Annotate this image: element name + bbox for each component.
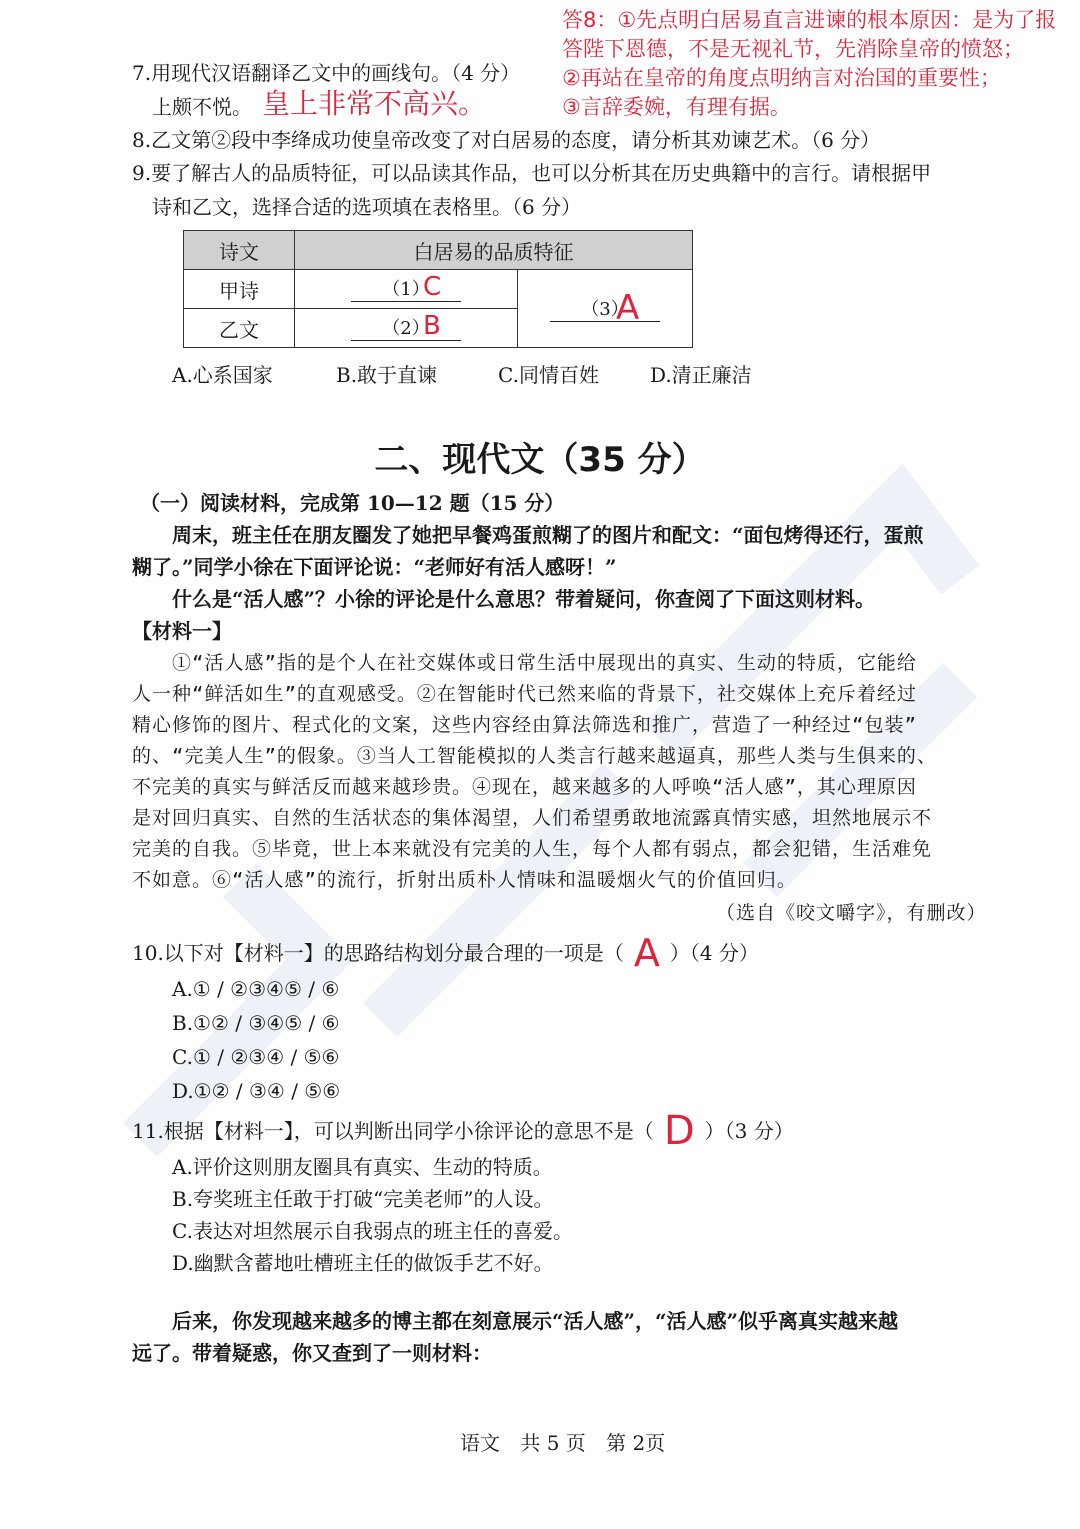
q9-text: 9.要了解古人的品质特征，可以品读其作品，也可以分析其在历史典籍中的言行。请根据甲 <box>132 161 932 185</box>
q11-option: A.评价这则朋友圈具有真实、生动的特质。 <box>172 1155 553 1179</box>
table-row-label: 乙文 <box>184 309 295 348</box>
q10-option: D.①② / ③④ / ⑤⑥ <box>172 1079 341 1103</box>
material-line: ①“活人感”指的是个人在社交媒体或日常生活中展现出的真实、生动的特质，它能给 <box>172 652 917 674</box>
material-line: 的、“完美人生”的假象。③当人工智能模拟的人类言行越来越逼真，那些人类与生俱来的、 <box>132 745 937 767</box>
q9-option: B.敢于直谏 <box>336 363 438 387</box>
q9-handwritten-answer: C <box>423 272 442 302</box>
material-line: 不如意。⑥“活人感”的流行，折射出质朴人情味和温暖烟火气的价值回归。 <box>132 869 797 891</box>
q11-option: C.表达对坦然展示自我弱点的班主任的喜爱。 <box>172 1219 573 1243</box>
material-line: 精心修饰的图片、程式化的文案，这些内容经由算法筛选和推广，营造了一种经过“包装” <box>132 714 917 736</box>
q8-handwritten-answer <box>562 6 1056 122</box>
page-footer <box>460 1430 665 1456</box>
table-header: 诗文 <box>184 231 295 270</box>
part-heading: （一）阅读材料，完成第 10—12 题（15 分） <box>140 491 565 515</box>
q10-question: 10.以下对【材料一】的思路结构划分最合理的一项是（ <box>132 941 624 965</box>
material-line: 不完美的真实与鲜活反而越来越珍贵。④现在，越来越多的人呼唤“活人感”，其心理原因 <box>132 776 917 798</box>
table-row <box>184 270 693 309</box>
fill-blank[interactable]: （1） <box>351 279 461 302</box>
footer-subject: 语文 <box>460 1431 500 1455</box>
q8-answer-line: ③言辞委婉，有理有据。 <box>562 95 791 119</box>
table-cell <box>295 309 518 348</box>
table-cell <box>295 270 518 309</box>
table-row-label: 甲诗 <box>184 270 295 309</box>
later-paragraph: 远了。带着疑惑，你又查到了一则材料： <box>132 1341 492 1365</box>
intro-paragraph: 糊了。”同学小徐在下面评论说：“老师好有活人感呀！” <box>132 555 617 579</box>
fill-blank[interactable]: （3） <box>550 299 660 322</box>
fill-blank[interactable]: （2） <box>351 318 461 341</box>
q10-option: B.①② / ③④⑤ / ⑥ <box>172 1011 340 1035</box>
footer-total: 共 5 页 <box>520 1431 586 1455</box>
table-cell <box>518 270 693 348</box>
q11-text <box>132 1108 794 1154</box>
later-paragraph: 后来，你发现越来越多的博主都在刻意展示“活人感”，“活人感”似乎离真实越来越 <box>172 1309 899 1333</box>
q10-option: A.① / ②③④⑤ / ⑥ <box>172 977 340 1001</box>
q11-option: D.幽默含蓄地吐槽班主任的做饭手艺不好。 <box>172 1251 554 1275</box>
intro-paragraph: 什么是“活人感”？小徐的评论是什么意思？带着疑问，你查阅了下面这则材料。 <box>172 587 876 611</box>
q7-handwritten-answer: 皇上非常不高兴。 <box>262 87 487 120</box>
material-line: 是对回归真实、自然的生活状态的集体渴望，人们希望勇敢地流露真情实感，坦然地展示不 <box>132 807 933 829</box>
q10-score: ）（4 分） <box>669 941 759 965</box>
q8-text: 8.乙文第②段中李绛成功使皇帝改变了对白居易的态度，请分析其劝谏艺术。（6 分） <box>132 128 881 152</box>
q8-answer-line: ②再站在皇帝的角度点明纳言对治国的重要性； <box>562 66 1001 90</box>
q9-option: D.清正廉洁 <box>650 363 752 387</box>
q7-text: 7.用现代汉语翻译乙文中的画线句。（4 分） <box>132 61 521 85</box>
table-header-row <box>184 231 693 270</box>
q11-handwritten-answer: D <box>663 1108 695 1154</box>
q9-handwritten-answer: A <box>616 288 640 328</box>
material-source: （选自《咬文嚼字》，有删改） <box>716 902 987 924</box>
q9-option: A.心系国家 <box>172 363 273 387</box>
footer-page: 第 2页 <box>606 1431 666 1455</box>
q7-sentence: 上颇不悦。 <box>152 95 252 119</box>
q10-option: C.① / ②③④ / ⑤⑥ <box>172 1045 340 1069</box>
q9-text-cont: 诗和乙文，选择合适的选项填在表格里。（6 分） <box>152 195 582 219</box>
q11-score: ）（3 分） <box>704 1119 794 1143</box>
table-header: 白居易的品质特征 <box>295 231 693 270</box>
q9-table <box>183 230 693 348</box>
q11-question: 11.根据【材料一】，可以判断出同学小徐评论的意思不是（ <box>132 1119 654 1143</box>
q10-handwritten-answer: A <box>633 931 660 975</box>
material-line: 完美的自我。⑤毕竟，世上本来就没有完美的人生，每个人都有弱点，都会犯错，生活难免 <box>132 838 933 860</box>
material-line: 人一种“鲜活如生”的直观感受。②在智能时代已然来临的背景下，社交媒体上充斥着经过 <box>132 683 917 705</box>
q8-answer-line: 答8：①先点明白居易直言进谏的根本原因：是为了报 <box>562 8 1057 32</box>
material-label: 【材料一】 <box>132 619 232 643</box>
q10-text <box>132 931 759 975</box>
q9-option: C.同情百姓 <box>498 363 599 387</box>
q8-answer-line: 答陛下恩德，不是无视礼节，先消除皇帝的愤怒； <box>562 37 1024 61</box>
intro-paragraph: 周末，班主任在朋友圈发了她把早餐鸡蛋煎糊了的图片和配文：“面包烤得还行，蛋煎 <box>172 523 924 547</box>
section-title: 二、现代文（35 分） <box>374 440 706 480</box>
q9-handwritten-answer: B <box>423 311 441 341</box>
q11-option: B.夸奖班主任敢于打破“完美老师”的人设。 <box>172 1187 554 1211</box>
